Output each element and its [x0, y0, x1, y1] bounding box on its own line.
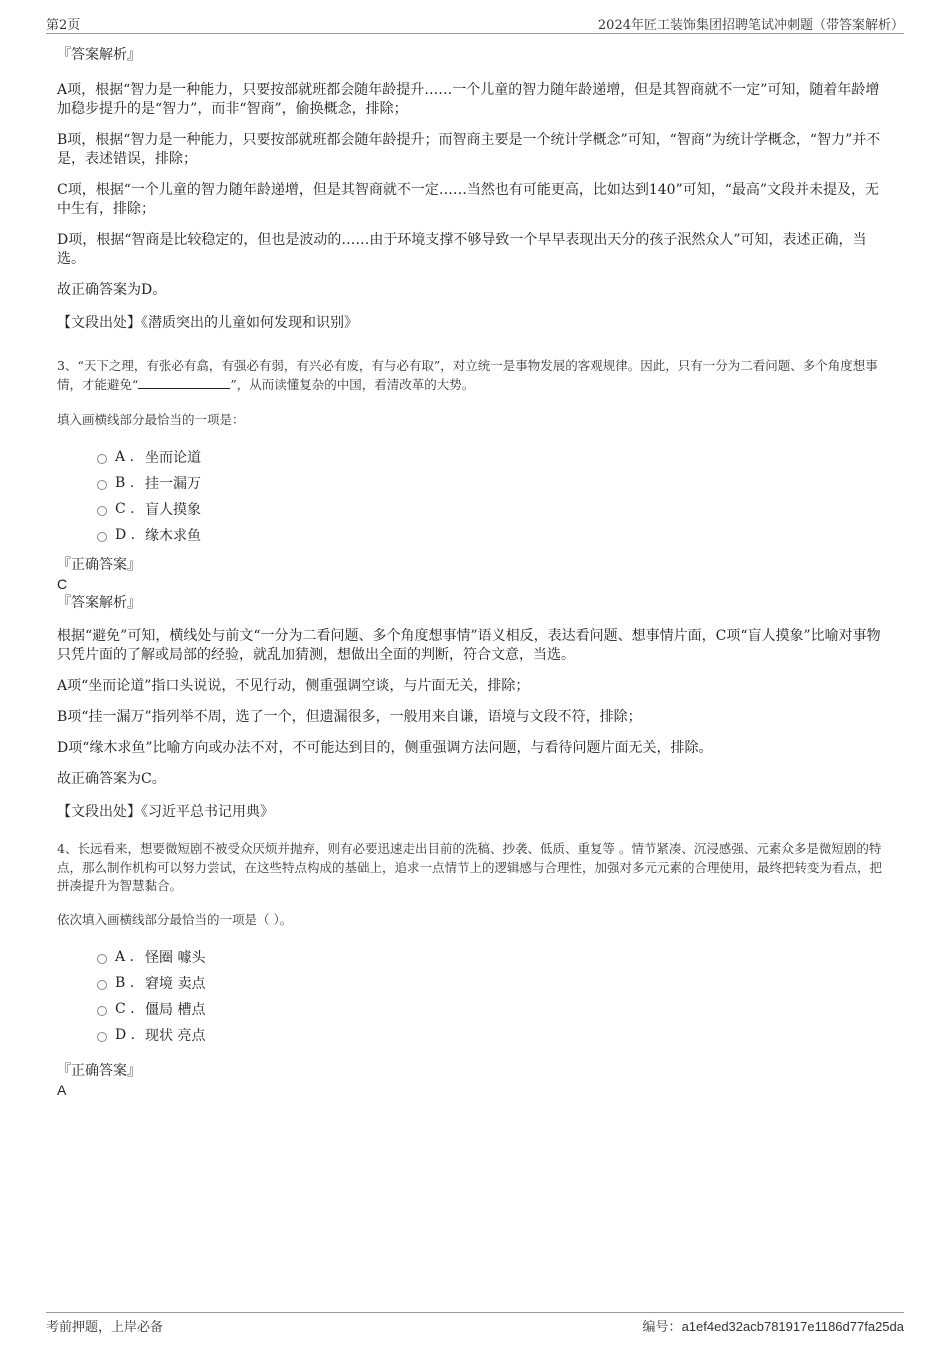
- document-body: [57, 46, 887, 1100]
- option-letter: C .: [115, 501, 135, 517]
- code-label: 编号：: [642, 1320, 682, 1335]
- fill-blank: [138, 377, 230, 389]
- source-citation: 【文段出处】《潜质突出的儿童如何发现和识别》: [57, 315, 358, 331]
- option-text: 缘木求鱼: [145, 528, 201, 544]
- option-c[interactable]: [97, 496, 887, 522]
- page-header: [46, 14, 904, 34]
- option-letter: D .: [115, 527, 136, 543]
- page-footer: [46, 1312, 904, 1336]
- analysis-label: 『答案解析』: [57, 595, 141, 611]
- option-d[interactable]: [97, 522, 887, 548]
- option-b[interactable]: [97, 470, 887, 496]
- radio-icon[interactable]: [97, 1006, 107, 1016]
- option-a[interactable]: [97, 444, 887, 470]
- analysis-option-d: D项“缘木求鱼”比喻方向或办法不对，不可能达到目的，侧重强调方法问题，与看待问题片面无关，排除。: [57, 740, 713, 756]
- question-3-stem: [57, 357, 887, 394]
- code-value: a1ef4ed32acb781917e1186d77fa25da: [681, 1319, 904, 1334]
- footer-slogan: 考前押题，上岸必备: [46, 1320, 164, 1335]
- radio-icon[interactable]: [97, 954, 107, 964]
- radio-icon[interactable]: [97, 454, 107, 464]
- question-3-stem-before: 3、“天下之理，有张必有翕，有强必有弱，有兴必有废，有与必有取”，对立统一是事物发展的客观规律。因此，只有一分为二看问题、多个角度想事情，才能避免“: [57, 358, 878, 392]
- option-text: 窘境 卖点: [145, 975, 206, 992]
- radio-icon[interactable]: [97, 980, 107, 990]
- document-code: [643, 1316, 904, 1335]
- question-3-stem-after: ”，从而读懂复杂的中国，看清改革的大势。: [230, 376, 475, 392]
- radio-icon[interactable]: [97, 480, 107, 490]
- analysis-option-a: A项“坐而论道”指口头说说，不见行动，侧重强调空谈，与片面无关，排除；: [57, 678, 530, 694]
- option-text: 现状 亮点: [145, 1027, 206, 1044]
- correct-answer-label: 『正确答案』: [57, 557, 141, 573]
- document-title: 2024年匠工装饰集团招聘笔试冲刺题（带答案解析）: [597, 18, 904, 33]
- option-text: 挂一漏万: [145, 476, 201, 492]
- question-4-instruction: 依次填入画横线部分最恰当的一项是（ ）。: [57, 911, 293, 927]
- correct-answer: C: [57, 576, 68, 592]
- analysis-option-d: D项，根据“智商是比较稳定的，但也是波动的……由于环境支撑不够导致一个早早表现出天分的孩子泯然众人”可知，表述正确，当选。: [57, 232, 867, 267]
- option-d[interactable]: [97, 1022, 887, 1048]
- option-text: 盲人摸象: [145, 502, 201, 518]
- option-c[interactable]: [97, 996, 887, 1022]
- option-text: 坐而论道: [145, 450, 201, 466]
- radio-icon[interactable]: [97, 506, 107, 516]
- option-text: 怪圈 噱头: [145, 949, 206, 966]
- radio-icon[interactable]: [97, 532, 107, 542]
- option-letter: B .: [115, 974, 135, 991]
- question-4-stem: 4、长远看来，想要微短剧不被受众厌烦并抛弃，则有必要迅速走出目前的洗稿、抄袭、低质、重复等 。情节紧凑、沉浸感强、元素众多是微短剧的特点，那么制作机构可以努力尝试，在这些特点构成的基础上，追求一点情节上的逻辑感与合理性，加强对多元元素的合理使用，最终把转变为看点，把拼凑提升为智慧黏合。: [57, 841, 883, 893]
- question-4-options: [97, 944, 887, 1048]
- conclusion: 故正确答案为C。: [57, 771, 166, 787]
- correct-answer-label: 『正确答案』: [57, 1062, 141, 1079]
- option-text: 僵局 槽点: [145, 1001, 206, 1018]
- analysis-option-b: B项“挂一漏万”指列举不周，选了一个，但遗漏很多，一般用来自谦，语境与文段不符，排除；: [57, 709, 642, 725]
- question-3-options: [97, 444, 887, 548]
- option-letter: B .: [115, 475, 135, 491]
- analysis-option-b: B项，根据“智力是一种能力，只要按部就班都会随年龄提升；而智商主要是一个统计学概念”可知，“智商”为统计学概念，“智力”并不是，表述错误，排除；: [57, 132, 881, 167]
- analysis-label: 『答案解析』: [57, 47, 141, 63]
- option-letter: A .: [115, 449, 135, 465]
- analysis-option-a: A项，根据“智力是一种能力，只要按部就班都会随年龄提升……一个儿童的智力随年龄递增，但是其智商就不一定”可知，随着年龄增加稳步提升的是“智力”，而非“智商”，偷换概念，排除；: [57, 82, 880, 117]
- analysis-main: 根据“避免”可知，横线处与前文“一分为二看问题、多个角度想事情”语义相反，表达看问题、想事情片面，C项“盲人摸象”比喻对事物只凭片面的了解或局部的经验，就乱加猜测，想做出全面的判断，符合文意，当选。: [57, 628, 881, 663]
- option-letter: A .: [115, 948, 135, 965]
- analysis-option-c: C项，根据“一个儿童的智力随年龄递增，但是其智商就不一定……当然也有可能更高，比如达到140”可知，“最高”文段并未提及，无中生有，排除；: [57, 182, 880, 217]
- option-b[interactable]: [97, 970, 887, 996]
- source-citation: 【文段出处】《习近平总书记用典》: [57, 804, 274, 820]
- conclusion: 故正确答案为D。: [57, 282, 167, 298]
- option-letter: C .: [115, 1000, 135, 1017]
- option-letter: D .: [115, 1026, 136, 1043]
- radio-icon[interactable]: [97, 1032, 107, 1042]
- correct-answer: A: [57, 1081, 67, 1098]
- question-3-instruction: 填入画横线部分最恰当的一项是：: [57, 412, 245, 427]
- option-a[interactable]: [97, 944, 887, 970]
- page-number: 第2页: [46, 18, 81, 33]
